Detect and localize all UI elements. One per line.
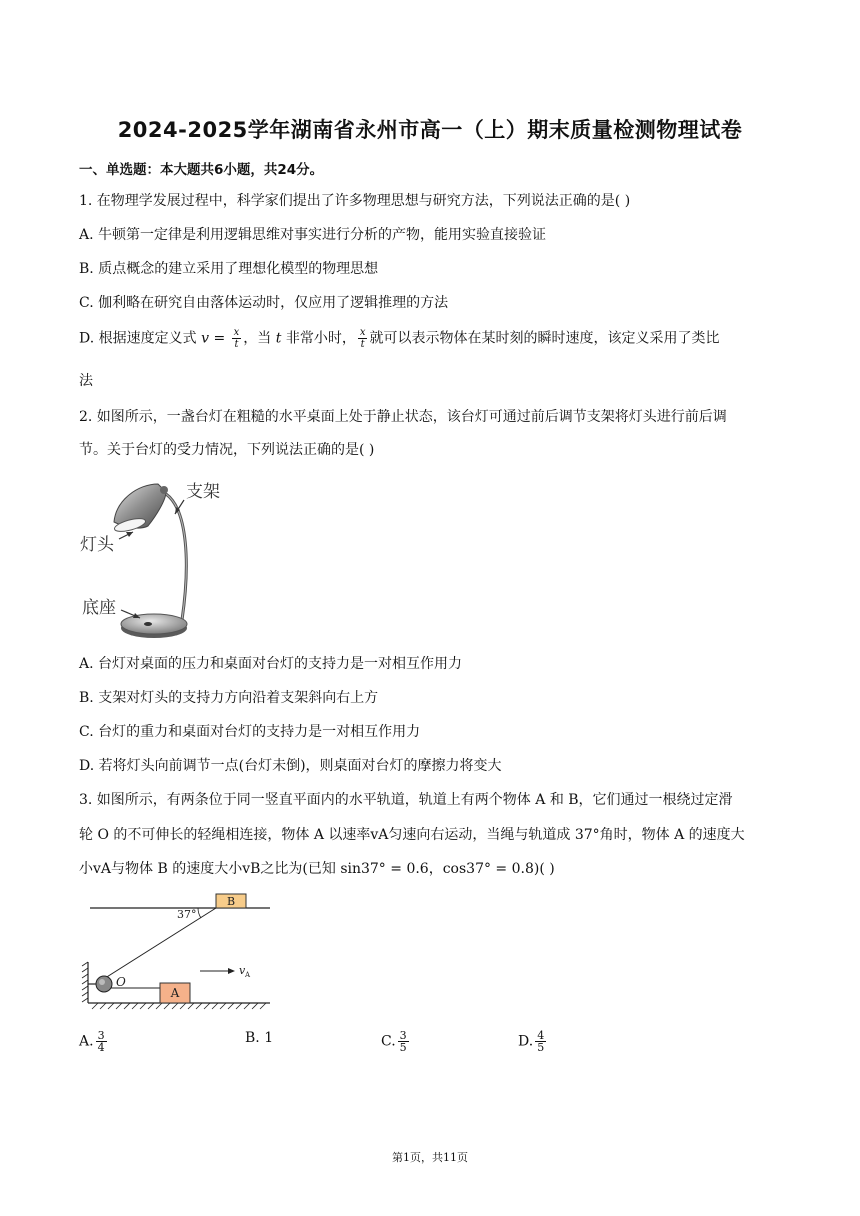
q2-option-b: B. 支架对灯头的支持力方向沿着支架斜向右上方 xyxy=(79,690,379,706)
q3-option-d: D. $\frac{4}{5}$ xyxy=(518,1029,545,1054)
page-title: 2024-2025学年湖南省永州市高一（上）期末质量检测物理试卷 xyxy=(117,118,743,142)
block-b-label: B xyxy=(226,895,236,908)
q1-option-d-cont: 法 xyxy=(79,373,93,389)
desk-lamp-figure xyxy=(78,470,238,645)
block-a-label: A xyxy=(170,986,180,1000)
q1-option-a: A. 牛顿第一定律是利用逻辑思维对事实进行分析的产物，能用实验直接验证 xyxy=(79,227,547,243)
fraction-x-over-t: $\frac{x}{t}$ xyxy=(233,327,240,350)
q3-stem-line1: 3. 如图所示，有两条位于同一竖直平面内的水平轨道，轨道上有两个物体 A 和 B，它们通过一根绕过定滑 xyxy=(79,792,733,808)
q3-stem-line2: 轮 O 的不可伸长的轻绳相连接，物体 A 以速率vA匀速向右运动，当绳与轨道成 37°角时，物体 A 的速度大 xyxy=(79,827,745,843)
label-base: 底座 xyxy=(82,598,116,618)
q2-option-c: C. 台灯的重力和桌面对台灯的支持力是一对相互作用力 xyxy=(79,724,421,740)
label-lamp-head: 灯头 xyxy=(80,535,114,555)
q3-option-a: A. $\frac{3}{4}$ xyxy=(79,1029,105,1054)
q2-stem-line1: 2. 如图所示，一盏台灯在粗糙的水平桌面上处于静止状态，该台灯可通过前后调节支架将灯头进行前后调 xyxy=(79,409,727,425)
q3-stem-line3: 小vA与物体 B 的速度大小vB之比为(已知 sin37° = 0.6，cos37° = 0.8)( ) xyxy=(79,861,555,877)
q2-option-d: D. 若将灯头向前调节一点(台灯未倒)，则桌面对台灯的摩擦力将变大 xyxy=(79,758,502,774)
q2-stem-line2: 节。关于台灯的受力情况，下列说法正确的是( ) xyxy=(79,442,375,458)
velocity-label: v xyxy=(239,964,246,977)
q3-option-c: C. $\frac{3}{5}$ xyxy=(381,1029,407,1054)
page-footer: 第1页，共11页 xyxy=(392,1151,468,1164)
fraction-x-over-t-2: $\frac{x}{t}$ xyxy=(359,327,366,350)
angle-label: 37° xyxy=(177,908,197,921)
label-bracket: 支架 xyxy=(186,482,220,502)
pulley-figure xyxy=(80,882,275,1012)
velocity-sub: A xyxy=(245,971,251,979)
q3-option-b: B. 1 xyxy=(245,1030,274,1046)
pulley-label: O xyxy=(116,975,126,989)
section-heading: 一、单选题：本大题共6小题，共24分。 xyxy=(79,162,324,178)
q1-option-b: B. 质点概念的建立采用了理想化模型的物理思想 xyxy=(79,261,379,277)
q1-option-d: D. 根据速度定义式 v = $\frac{x}{t}$ ，当 t 非常小时， $\frac{x}{t}$ 就可以表示物体在某时刻的瞬时速度，该定义采用了类比 xyxy=(79,327,720,350)
q2-option-a: A. 台灯对桌面的压力和桌面对台灯的支持力是一对相互作用力 xyxy=(79,656,463,672)
q1-stem: 1. 在物理学发展过程中，科学家们提出了许多物理思想与研究方法，下列说法正确的是( ) xyxy=(79,193,631,209)
q1-option-c: C. 伽利略在研究自由落体运动时，仅应用了逻辑推理的方法 xyxy=(79,295,449,311)
